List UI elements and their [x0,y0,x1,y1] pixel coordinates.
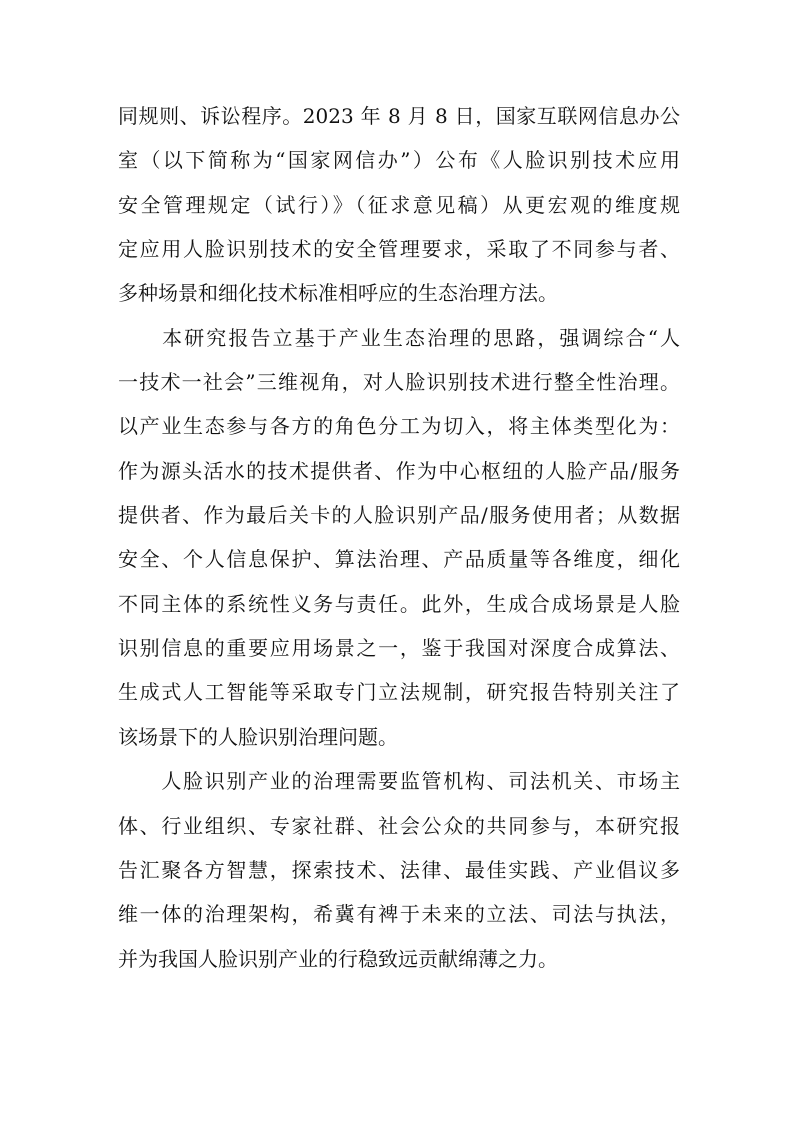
text-line: 提供者、作为最后关卡的人脸识别产品/服务使用者；从数据 [118,503,680,528]
text-line: 一技术一社会”三维视角，对人脸识别技术进行整全性治理。 [118,370,680,395]
text-line: 维一体的治理架构，希冀有裨于未来的立法、司法与执法， [118,902,680,927]
text-line: 告汇聚各方智慧，探索技术、法律、最佳实践、产业倡议多 [118,857,680,882]
paragraph-3 [118,759,680,981]
body-text [118,94,680,981]
text-line: 本研究报告立基于产业生态治理的思路，强调综合“人 [118,325,680,350]
text-line: 作为源头活水的技术提供者、作为中心枢纽的人脸产品/服务 [118,458,680,483]
text-line: 该场景下的人脸识别治理问题。 [118,724,398,749]
text-line: 人脸识别产业的治理需要监管机构、司法机关、市场主 [118,769,680,794]
paragraph-1 [118,94,680,316]
text-line: 不同主体的系统性义务与责任。此外，生成合成场景是人脸 [118,591,680,616]
text-line: 室（以下简称为“国家网信办”）公布《人脸识别技术应用 [118,148,680,173]
text-line: 体、行业组织、专家社群、社会公众的共同参与，本研究报 [118,813,680,838]
text-line: 定应用人脸识别技术的安全管理要求，采取了不同参与者、 [118,237,680,262]
text-line: 安全管理规定（试行）》（征求意见稿）从更宏观的维度规 [118,192,680,217]
text-line: 生成式人工智能等采取专门立法规制，研究报告特别关注了 [118,680,680,705]
text-line: 并为我国人脸识别产业的行稳致远贡献绵薄之力。 [118,946,558,971]
text-line: 同规则、诉讼程序。2023 年 8 月 8 日，国家互联网信息办公 [118,104,680,128]
paragraph-2 [118,316,680,759]
text-line: 识别信息的重要应用场景之一，鉴于我国对深度合成算法、 [118,636,680,661]
text-line: 安全、个人信息保护、算法治理、产品质量等各维度，细化 [118,547,680,572]
text-line: 多种场景和细化技术标准相呼应的生态治理方法。 [118,281,558,306]
text-line: 以产业生态参与各方的角色分工为切入，将主体类型化为： [118,414,680,439]
